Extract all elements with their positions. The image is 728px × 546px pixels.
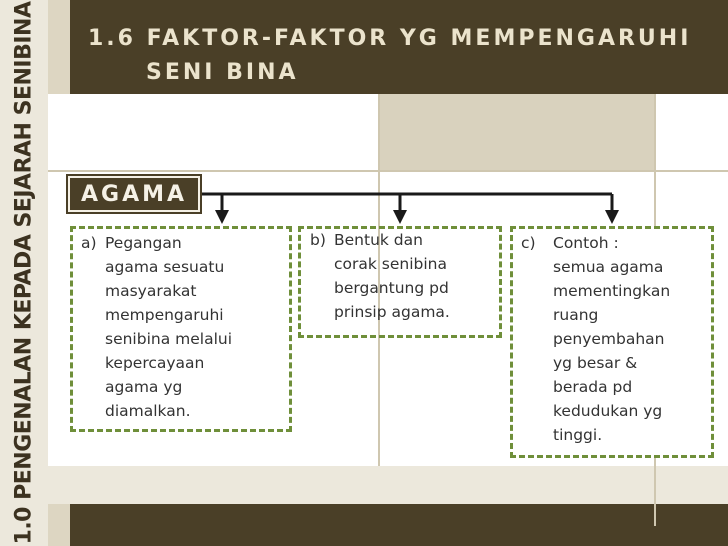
title-line-1: 1.6 FAKTOR-FAKTOR YG MEMPENGARUHI	[88, 26, 692, 51]
title-line-2: SENI BINA	[146, 60, 299, 85]
side-title-text: 1.0 PENGENALAN KEPADA SEJARAH SENIBINA	[11, 1, 37, 545]
factor-card-b-border	[298, 226, 502, 338]
item-marker: a)	[81, 234, 97, 252]
item-marker: b)	[310, 231, 326, 249]
factor-card-a	[70, 226, 292, 432]
arrow-icon	[605, 210, 619, 224]
arrow-icon	[215, 210, 229, 224]
item-text: Contoh : semua agama mementingkan ruang penyembahan yg besar & berada pd kedudukan yg tinggi.	[553, 234, 671, 444]
factor-card-c	[510, 226, 714, 458]
agama-label: AGAMA	[80, 181, 188, 207]
arrow-icon	[393, 210, 407, 224]
item-text: Pegangan agama sesuatu masyarakat mempengaruhi senibina melalui kepercayaan agama yg diamalkan.	[105, 234, 233, 420]
item-marker: c)	[521, 234, 536, 252]
item-text: Bentuk dan corak senibina bergantung pd prinsip agama.	[334, 231, 450, 321]
